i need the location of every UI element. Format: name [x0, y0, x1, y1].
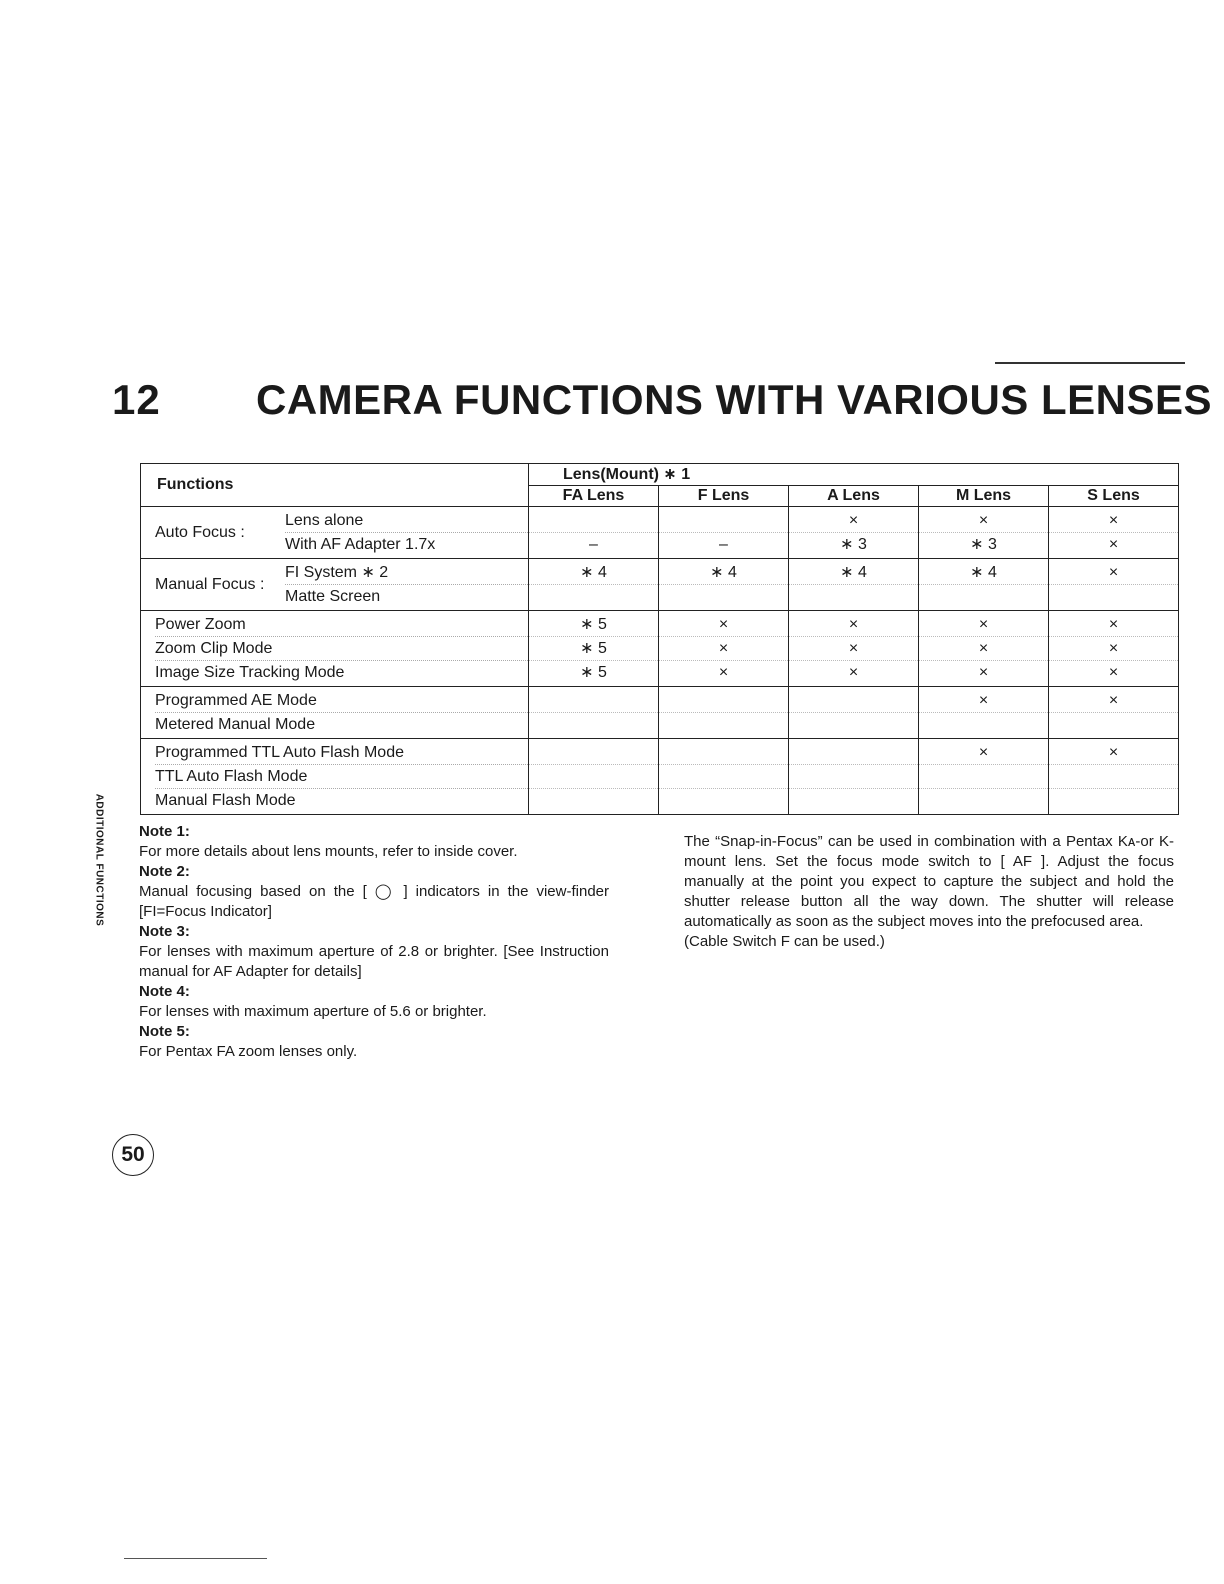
- lens-value: [789, 741, 918, 765]
- lens-value-cell: [529, 507, 659, 559]
- lens-value-cell: [919, 559, 1049, 611]
- lens-value: ∗ 5: [529, 613, 658, 637]
- lens-value: ×: [1108, 536, 1119, 553]
- note-heading: Note 3:: [139, 923, 190, 940]
- lens-value: [789, 765, 918, 789]
- function-name: Manual Flash Mode: [155, 792, 296, 809]
- side-tab-label: ADDITIONAL FUNCTIONS: [93, 793, 105, 927]
- lens-value: [659, 713, 788, 736]
- lens-value: [659, 585, 788, 608]
- lens-header: M Lens: [919, 485, 1049, 507]
- function-name: TTL Auto Flash Mode: [155, 765, 528, 789]
- function-name: Zoom Clip Mode: [155, 637, 528, 661]
- snap-in-focus-paragraph: The “Snap-in-Focus” can be used in combination with a Pentax Kᴀ-or K-mount lens. Set the focus mode switch to [ AF ]. Adjust the focus manually at the point you expect to capture the subject and hold the shutter release button all the way down. The shutter will release automatically as soon as the subject moves into the prefocused area.: [684, 833, 1174, 930]
- lens-header: FA Lens: [529, 485, 659, 507]
- lens-value: ×: [718, 664, 729, 681]
- lens-value: [529, 765, 658, 789]
- function-cell: [141, 739, 529, 815]
- lens-value: ×: [919, 613, 1048, 637]
- lens-value: [789, 713, 918, 736]
- lens-value: [659, 689, 788, 713]
- lens-value: ×: [919, 637, 1048, 661]
- page-number: 50: [121, 1143, 145, 1166]
- lens-value: [529, 689, 658, 713]
- lens-value-cell: [1049, 611, 1179, 687]
- lens-value-cell: [529, 739, 659, 815]
- note-body: For lenses with maximum aperture of 2.8 or brighter. [See Instruction manual for AF Adapter for details]: [139, 943, 609, 980]
- functions-header: Functions: [141, 464, 529, 507]
- side-tab: [90, 790, 108, 930]
- lens-value-cell: [789, 739, 919, 815]
- lens-value: [789, 585, 918, 608]
- function-name: With AF Adapter 1.7x: [285, 536, 436, 553]
- function-name: Programmed AE Mode: [155, 689, 528, 713]
- lens-value: [789, 689, 918, 713]
- function-cell: [141, 559, 529, 611]
- lens-value: ×: [789, 509, 918, 533]
- lens-value-cell: [659, 559, 789, 611]
- lens-value: [529, 789, 658, 812]
- lens-value: [529, 585, 658, 608]
- table-row: [141, 507, 1179, 559]
- lens-header: S Lens: [1049, 485, 1179, 507]
- lens-value: [1049, 765, 1178, 789]
- note-heading: Note 1:: [139, 823, 190, 840]
- function-cell: [141, 687, 529, 739]
- cable-switch-note: (Cable Switch F can be used.): [684, 933, 885, 950]
- lens-value-cell: [659, 611, 789, 687]
- lens-value-cell: [919, 611, 1049, 687]
- lens-value: ∗ 3: [840, 536, 867, 553]
- function-cell: [141, 611, 529, 687]
- table-row: [141, 559, 1179, 611]
- lens-value: [659, 741, 788, 765]
- lens-value-cell: [1049, 507, 1179, 559]
- lens-value: ×: [919, 689, 1048, 713]
- lens-value: ∗ 5: [580, 664, 607, 681]
- lens-value: ×: [1049, 561, 1178, 585]
- lens-value: [919, 765, 1048, 789]
- note-body: Manual focusing based on the [ ◯ ] indicators in the view-finder [FI=Focus Indicator]: [139, 883, 609, 920]
- function-group-label: Auto Focus :: [155, 523, 245, 541]
- lens-value: ×: [1049, 509, 1178, 533]
- note-heading: Note 4:: [139, 983, 190, 1000]
- lens-value: ×: [659, 613, 788, 637]
- note-body: For Pentax FA zoom lenses only.: [139, 1043, 358, 1060]
- lens-value-cell: [659, 507, 789, 559]
- lens-value-cell: [1049, 739, 1179, 815]
- function-group-label: Manual Focus :: [155, 575, 265, 593]
- lens-value-cell: [529, 687, 659, 739]
- lens-value: ×: [789, 637, 918, 661]
- chapter-title: CAMERA FUNCTIONS WITH VARIOUS LENSES: [256, 376, 1213, 423]
- lens-value: –: [719, 536, 728, 553]
- lens-value-cell: [789, 687, 919, 739]
- note-heading: Note 5:: [139, 1023, 190, 1040]
- lens-value-cell: [789, 611, 919, 687]
- lens-mount-header: Lens(Mount) ∗ 1: [529, 464, 1179, 486]
- lens-function-table: [140, 463, 1179, 815]
- table-body: [141, 507, 1179, 815]
- function-name: Lens alone: [285, 509, 528, 533]
- table-row: [141, 739, 1179, 815]
- lens-value-cell: [789, 507, 919, 559]
- lens-value: [529, 713, 658, 736]
- lens-value: [789, 789, 918, 812]
- lens-value: [919, 789, 1048, 812]
- lens-value: ×: [1049, 689, 1178, 713]
- note-heading: Note 2:: [139, 863, 190, 880]
- lens-value: ∗ 4: [529, 561, 658, 585]
- function-name: Matte Screen: [285, 588, 381, 605]
- lens-header: F Lens: [659, 485, 789, 507]
- lens-value: ×: [789, 613, 918, 637]
- footer-rule: [124, 1558, 267, 1559]
- lens-value-cell: [659, 739, 789, 815]
- lens-value: [919, 713, 1048, 736]
- snap-in-focus-text: [684, 832, 1174, 952]
- function-name: Image Size Tracking Mode: [155, 664, 345, 681]
- note-body: For more details about lens mounts, refer to inside cover.: [139, 843, 518, 860]
- lens-value: ∗ 4: [789, 561, 918, 585]
- lens-value: ×: [919, 509, 1048, 533]
- lens-value: ×: [919, 741, 1048, 765]
- lens-value: ×: [978, 664, 989, 681]
- lens-function-table-wrap: [140, 463, 1178, 815]
- lens-value: ×: [1049, 637, 1178, 661]
- function-name: Metered Manual Mode: [155, 716, 316, 733]
- lens-value: –: [589, 536, 598, 553]
- lens-value-cell: [529, 611, 659, 687]
- lens-value-cell: [1049, 559, 1179, 611]
- lens-value-cell: [529, 559, 659, 611]
- table-row: [141, 611, 1179, 687]
- lens-value: ×: [1049, 741, 1178, 765]
- lens-value-cell: [919, 687, 1049, 739]
- lens-value-cell: [919, 507, 1049, 559]
- lens-value: [659, 789, 788, 812]
- lens-value: ×: [1108, 664, 1119, 681]
- lens-value: [919, 585, 1048, 608]
- lens-value: ∗ 4: [659, 561, 788, 585]
- notes-section: [139, 822, 609, 1062]
- lens-value: ×: [848, 664, 859, 681]
- lens-value: [1049, 789, 1178, 812]
- function-cell: [141, 507, 529, 559]
- lens-value: ×: [1049, 613, 1178, 637]
- lens-value: [529, 741, 658, 765]
- header-rule: [995, 362, 1185, 364]
- lens-value: ∗ 4: [919, 561, 1048, 585]
- lens-header: A Lens: [789, 485, 919, 507]
- lens-value: [529, 509, 658, 533]
- lens-value: [1049, 585, 1178, 608]
- lens-value: [1049, 713, 1178, 736]
- lens-value: [659, 765, 788, 789]
- lens-value-cell: [919, 739, 1049, 815]
- lens-value: ∗ 5: [529, 637, 658, 661]
- lens-value: ∗ 3: [970, 536, 997, 553]
- function-name: Power Zoom: [155, 613, 528, 637]
- lens-value-cell: [659, 687, 789, 739]
- page-number-badge: [112, 1134, 154, 1176]
- lens-value: ×: [659, 637, 788, 661]
- note-body: For lenses with maximum aperture of 5.6 or brighter.: [139, 1003, 487, 1020]
- function-name: FI System ∗ 2: [285, 561, 528, 585]
- lens-value: [659, 509, 788, 533]
- chapter-number: 12: [112, 376, 161, 423]
- function-name: Programmed TTL Auto Flash Mode: [155, 741, 528, 765]
- table-row: [141, 687, 1179, 739]
- lens-value-cell: [789, 559, 919, 611]
- lens-value-cell: [1049, 687, 1179, 739]
